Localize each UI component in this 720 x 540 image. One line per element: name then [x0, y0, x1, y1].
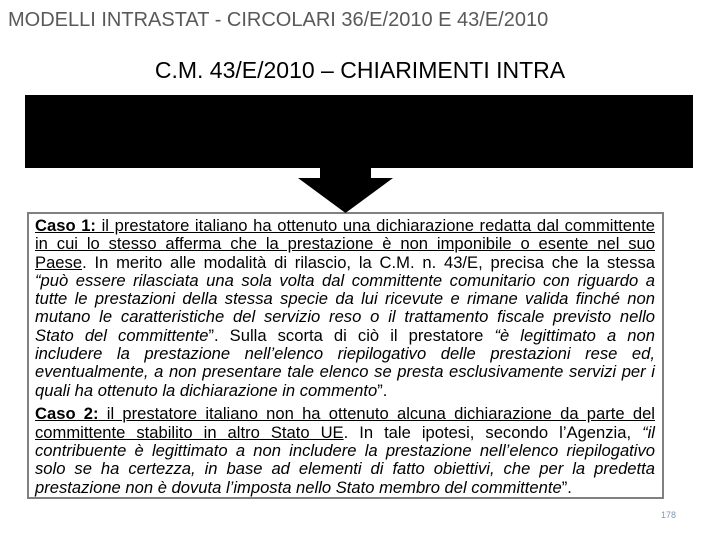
underlined-text: Paese — [35, 252, 83, 272]
body-text: . In merito alle modalità di rilascio, la C.M. n. 43/E, precisa che la stessa — [82, 252, 655, 272]
slide-header-title: MODELLI INTRASTAT - CIRCOLARI 36/E/2010 E 43/E/2010 — [8, 9, 549, 31]
quoted-text: contribuente è legittimato a non includere la prestazione nell’elenco riepilogativo — [35, 441, 655, 461]
underlined-text: il prestatore italiano ha ottenuto una dichiarazione redatta dal committente — [95, 216, 655, 235]
quoted-text: quali ha ottenuto la dichiarazione in commento — [35, 380, 378, 400]
quoted-text: “può essere rilasciata una sola volta dal committente comunitario con riguardo a — [35, 270, 655, 290]
case-1-line-6 — [35, 308, 655, 326]
page-number: 178 — [661, 510, 677, 520]
case-2-line-5 — [35, 479, 655, 497]
body-text: ”. — [377, 380, 388, 400]
slide-subtitle: C.M. 43/E/2010 – CHIARIMENTI INTRA — [154, 57, 566, 83]
underlined-text: committente stabilito in altro Stato UE — [35, 422, 344, 442]
quoted-text: prestazione non è dovuta l’imposta nello Stato membro del committente — [35, 477, 562, 497]
quoted-text: “è legittimato a non — [494, 325, 655, 345]
black-banner-box — [25, 95, 693, 168]
quoted-text: solo se ha certezza, in base ad elementi di fatto obiettivi, che per la predetta — [35, 459, 655, 479]
case-notes-box — [27, 212, 664, 499]
case-1-line-10 — [35, 382, 655, 400]
case-2-line-1 — [35, 405, 655, 423]
body-text: ”. — [561, 477, 572, 497]
case-1-line-8 — [35, 345, 655, 363]
case-1-line-5 — [35, 290, 655, 308]
case-2-line-3 — [35, 442, 655, 460]
case-2-line-2 — [35, 424, 655, 442]
case-1-line-2 — [35, 235, 655, 253]
case-2-line-4 — [35, 460, 655, 478]
case-2-paragraph — [35, 405, 655, 496]
body-text: ”. Sulla scorta di ciò il prestatore — [208, 325, 495, 345]
underlined-text: il prestatore italiano non ha ottenuto alcuna dichiarazione da parte del — [98, 404, 655, 424]
body-text: . In tale ipotesi, secondo l’Agenzia, — [343, 422, 643, 442]
case-1-line-9 — [35, 363, 655, 381]
down-arrow-icon — [296, 166, 396, 214]
case-1-line-4 — [35, 272, 655, 290]
underlined-text: in cui lo stesso afferma che la prestazione è non imponibile o esente nel suo — [35, 234, 655, 254]
quoted-text: includere la prestazione nell’elenco riepilogativo delle prestazioni rese ed, — [35, 344, 655, 364]
case-1-label: Caso 1: — [35, 216, 96, 235]
quoted-text: mutano le caratteristiche del servizio reso o il trattamento fiscale previsto nello — [35, 307, 655, 327]
case-1-line-1 — [35, 217, 655, 235]
case-2-label: Caso 2: — [35, 404, 99, 424]
case-1-line-3 — [35, 254, 655, 272]
down-arrow-shape — [298, 166, 393, 213]
case-1-line-7 — [35, 327, 655, 345]
quoted-text: Stato del committente — [35, 325, 209, 345]
case-1-paragraph — [35, 217, 655, 400]
quoted-text: eventualmente, a non presentare tale elenco se presta esclusivamente servizi per i — [35, 362, 655, 382]
quoted-text: “il — [642, 422, 655, 442]
quoted-text: tutte le prestazioni della stessa specie da lui ricevute e rimane valida finché non — [35, 289, 655, 309]
